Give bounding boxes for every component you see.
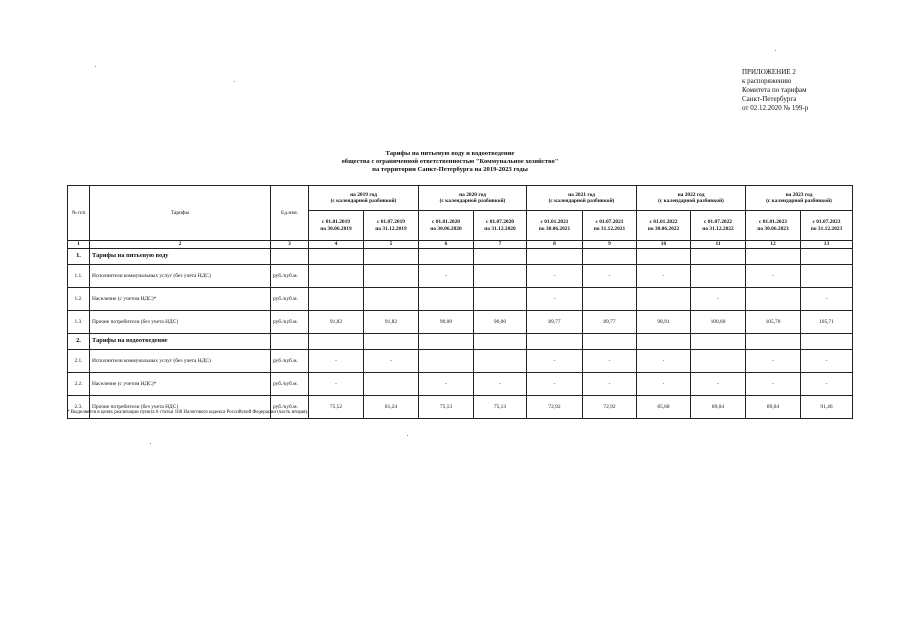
tariff-value bbox=[474, 265, 527, 288]
row-number: 2.2. bbox=[68, 373, 90, 396]
tariff-value bbox=[419, 350, 474, 373]
row-name: Прочие потребители (без учета НДС) bbox=[90, 396, 271, 419]
tariff-value: - bbox=[746, 265, 801, 288]
tariff-value: 89,04 bbox=[691, 396, 746, 419]
table-row bbox=[68, 396, 853, 419]
appendix-line: ПРИЛОЖЕНИЕ 2 bbox=[742, 68, 796, 76]
tariff-value: - bbox=[637, 265, 691, 288]
header-period bbox=[801, 211, 853, 241]
year-sublabel: (с календарной разбивкой) bbox=[548, 198, 615, 204]
year-label: на 2022 год bbox=[677, 191, 705, 198]
tariff-value bbox=[419, 288, 474, 311]
tariff-value: 91,46 bbox=[801, 396, 853, 419]
appendix-line: от 02.12.2020 № 199-р bbox=[742, 104, 809, 112]
tariff-value: - bbox=[583, 350, 637, 373]
tariff-value: - bbox=[419, 265, 474, 288]
row-unit: руб./куб.м. bbox=[271, 396, 309, 419]
empty-cell bbox=[527, 249, 583, 265]
empty-cell bbox=[801, 334, 853, 350]
year-label: на 2021 год bbox=[568, 191, 595, 198]
tariff-value: - bbox=[583, 265, 637, 288]
column-number: 6 bbox=[419, 241, 474, 249]
tariff-value: - bbox=[474, 373, 527, 396]
tariff-value: - bbox=[746, 373, 801, 396]
tariff-value: - bbox=[419, 373, 474, 396]
empty-cell bbox=[271, 334, 309, 350]
period-to: по 30.06.2021 bbox=[538, 225, 571, 232]
appendix-block bbox=[742, 68, 808, 113]
year-label: на 2020 год bbox=[459, 191, 486, 198]
empty-cell bbox=[801, 249, 853, 265]
column-number: 8 bbox=[527, 241, 583, 249]
period-from: с 01.01.2020 bbox=[432, 219, 460, 226]
period-to: по 31.12.2019 bbox=[375, 225, 407, 232]
header-period bbox=[309, 211, 364, 241]
tariff-value: 100,60 bbox=[691, 311, 746, 334]
scan-speck bbox=[775, 50, 776, 51]
header-period bbox=[746, 211, 801, 241]
empty-cell bbox=[309, 249, 364, 265]
period-from: с 01.07.2023 bbox=[812, 219, 841, 226]
tariff-value: 91,82 bbox=[309, 311, 364, 334]
period-to: по 30.06.2022 bbox=[647, 225, 680, 232]
tariff-value: 72,92 bbox=[527, 396, 583, 419]
header-row bbox=[68, 186, 853, 211]
tariff-value: - bbox=[583, 373, 637, 396]
tariff-value: - bbox=[801, 350, 853, 373]
column-numbers-row bbox=[68, 241, 853, 249]
tariff-value: 91,82 bbox=[364, 311, 419, 334]
header-period bbox=[419, 211, 474, 241]
period-from: с 01.01.2019 bbox=[322, 219, 350, 226]
tariff-value: - bbox=[801, 373, 853, 396]
column-number: 3 bbox=[271, 241, 309, 249]
tariff-value: - bbox=[691, 288, 746, 311]
row-name: Прочие потребители (без учета НДС) bbox=[90, 311, 271, 334]
row-unit: руб./куб.м. bbox=[271, 350, 309, 373]
table-row bbox=[68, 373, 853, 396]
period-from: с 01.01.2022 bbox=[649, 219, 678, 226]
header-year bbox=[746, 186, 853, 211]
empty-cell bbox=[271, 249, 309, 265]
section-row bbox=[68, 334, 853, 350]
empty-cell bbox=[527, 334, 583, 350]
column-number: 10 bbox=[637, 241, 691, 249]
tariff-value: - bbox=[309, 373, 364, 396]
tariff-value: 98,91 bbox=[637, 311, 691, 334]
year-label: на 2019 год bbox=[350, 191, 377, 198]
period-from: с 01.01.2023 bbox=[759, 219, 787, 226]
column-number: 11 bbox=[691, 241, 746, 249]
period-to: по 31.12.2020 bbox=[484, 225, 516, 232]
header-period bbox=[691, 211, 746, 241]
empty-cell bbox=[746, 249, 801, 265]
empty-cell bbox=[474, 249, 527, 265]
document-title bbox=[200, 150, 700, 174]
scan-speck bbox=[150, 443, 151, 444]
empty-cell bbox=[746, 334, 801, 350]
tariff-value: - bbox=[527, 265, 583, 288]
tariff-value bbox=[583, 288, 637, 311]
period-from: с 01.01.2021 bbox=[540, 219, 569, 226]
empty-cell bbox=[637, 334, 691, 350]
tariff-value: 85,68 bbox=[637, 396, 691, 419]
title-line: общества с ограниченной ответственностью "Коммунальное хозяйство" bbox=[341, 158, 559, 165]
empty-cell bbox=[364, 249, 419, 265]
tariff-value bbox=[364, 373, 419, 396]
year-sublabel: (с календарной разбивкой) bbox=[766, 198, 832, 204]
tariff-value: 105,70 bbox=[746, 311, 801, 334]
row-unit: руб./куб.м. bbox=[271, 265, 309, 288]
header-period bbox=[527, 211, 583, 241]
period-to: по 31.12.2021 bbox=[593, 225, 626, 232]
tariff-value bbox=[474, 350, 527, 373]
period-to: по 31.12.2023 bbox=[810, 225, 843, 232]
section-title: Тарифы на питьевую воду bbox=[90, 249, 271, 265]
appendix-line: Комитета по тарифам bbox=[742, 86, 807, 94]
header-period bbox=[583, 211, 637, 241]
column-number: 5 bbox=[364, 241, 419, 249]
tariff-value bbox=[746, 288, 801, 311]
header-unit: Ед.изм. bbox=[271, 186, 309, 241]
tariff-value: - bbox=[527, 350, 583, 373]
header-year bbox=[419, 186, 527, 211]
table-row bbox=[68, 288, 853, 311]
table-row bbox=[68, 311, 853, 334]
tariff-table bbox=[67, 185, 853, 419]
year-sublabel: (с календарной разбивкой) bbox=[439, 198, 506, 204]
tariff-value: 72,92 bbox=[583, 396, 637, 419]
tariff-value: 105,71 bbox=[801, 311, 853, 334]
tariff-value: 90,00 bbox=[474, 311, 527, 334]
tariff-value: 89,77 bbox=[583, 311, 637, 334]
footnote: * Выделяется в целях реализации пункта 6 статьи 168 Налогового кодекса Российской Федерации (часть вторая). bbox=[67, 410, 309, 415]
period-from: с 01.07.2021 bbox=[595, 219, 624, 226]
tariff-value bbox=[801, 265, 853, 288]
row-number: 1.3. bbox=[68, 311, 90, 334]
table-row bbox=[68, 350, 853, 373]
section-row bbox=[68, 249, 853, 265]
empty-cell bbox=[583, 249, 637, 265]
column-number: 2 bbox=[90, 241, 271, 249]
tariff-value: 75,52 bbox=[309, 396, 364, 419]
section-number: 1. bbox=[68, 249, 90, 265]
empty-cell bbox=[691, 334, 746, 350]
tariff-value: - bbox=[364, 350, 419, 373]
column-number: 13 bbox=[801, 241, 853, 249]
tariff-value: 81,24 bbox=[364, 396, 419, 419]
empty-cell bbox=[364, 334, 419, 350]
header-period bbox=[364, 211, 419, 241]
header-year bbox=[637, 186, 746, 211]
column-number: 9 bbox=[583, 241, 637, 249]
tariff-value: 75,13 bbox=[474, 396, 527, 419]
row-number: 1.2. bbox=[68, 288, 90, 311]
tariff-value: - bbox=[309, 350, 364, 373]
row-unit: руб./куб.м. bbox=[271, 311, 309, 334]
period-from: с 01.07.2022 bbox=[704, 219, 732, 226]
year-sublabel: (с календарной разбивкой) bbox=[658, 198, 724, 204]
header-period bbox=[474, 211, 527, 241]
row-name: Исполнители коммунальных услуг (без учета НДС) bbox=[90, 350, 271, 373]
title-line: на территории Санкт-Петербурга на 2019-2023 годы bbox=[372, 166, 528, 173]
appendix-line: к распоряжению bbox=[742, 77, 792, 85]
row-unit: руб./куб.м. bbox=[271, 288, 309, 311]
tariff-value: 75,13 bbox=[419, 396, 474, 419]
empty-cell bbox=[419, 249, 474, 265]
empty-cell bbox=[583, 334, 637, 350]
period-to: по 30.06.2019 bbox=[320, 225, 352, 232]
period-from: с 01.07.2020 bbox=[486, 219, 514, 226]
header-num: № п/п bbox=[68, 186, 90, 241]
tariff-value: - bbox=[637, 373, 691, 396]
header-tariff: Тарифы bbox=[90, 186, 271, 241]
empty-cell bbox=[691, 249, 746, 265]
section-title: Тарифы на водоотведение bbox=[90, 334, 271, 350]
empty-cell bbox=[309, 334, 364, 350]
tariff-value bbox=[474, 288, 527, 311]
row-name: Население (с учетом НДС)* bbox=[90, 288, 271, 311]
appendix-line: Санкт-Петербурга bbox=[742, 95, 797, 103]
tariff-value: 90,00 bbox=[419, 311, 474, 334]
row-unit: руб./куб.м. bbox=[271, 373, 309, 396]
scan-speck bbox=[407, 435, 408, 436]
row-number: 2.3. bbox=[68, 396, 90, 419]
tariff-value bbox=[309, 265, 364, 288]
period-to: по 30.06.2020 bbox=[430, 225, 462, 232]
empty-cell bbox=[474, 334, 527, 350]
column-number: 4 bbox=[309, 241, 364, 249]
row-number: 1.1. bbox=[68, 265, 90, 288]
year-label: на 2023 год bbox=[785, 191, 813, 198]
period-to: по 30.06.2023 bbox=[757, 225, 789, 232]
tariff-value: 89,77 bbox=[527, 311, 583, 334]
tariff-value: - bbox=[527, 373, 583, 396]
tariff-value: - bbox=[527, 288, 583, 311]
column-number: 1 bbox=[68, 241, 90, 249]
tariff-value: - bbox=[691, 373, 746, 396]
scan-speck bbox=[234, 81, 235, 82]
tariff-value bbox=[364, 265, 419, 288]
tariff-value bbox=[309, 288, 364, 311]
tariff-value: - bbox=[746, 350, 801, 373]
row-name: Исполнители коммунальных услуг (без учета НДС) bbox=[90, 265, 271, 288]
tariff-value bbox=[364, 288, 419, 311]
header-year bbox=[527, 186, 637, 211]
table-row bbox=[68, 265, 853, 288]
tariff-value: - bbox=[637, 350, 691, 373]
empty-cell bbox=[419, 334, 474, 350]
tariff-value bbox=[637, 288, 691, 311]
tariff-value bbox=[691, 265, 746, 288]
section-number: 2. bbox=[68, 334, 90, 350]
empty-cell bbox=[637, 249, 691, 265]
header-period bbox=[637, 211, 691, 241]
tariff-value: - bbox=[801, 288, 853, 311]
year-sublabel: (с календарной разбивкой) bbox=[330, 198, 397, 204]
tariff-value: 89,04 bbox=[746, 396, 801, 419]
scan-speck bbox=[95, 66, 96, 67]
row-number: 2.1. bbox=[68, 350, 90, 373]
row-name: Население (с учетом НДС)* bbox=[90, 373, 271, 396]
column-number: 7 bbox=[474, 241, 527, 249]
period-from: с 01.07.2019 bbox=[377, 219, 405, 226]
column-number: 12 bbox=[746, 241, 801, 249]
header-year bbox=[309, 186, 419, 211]
tariff-value bbox=[691, 350, 746, 373]
title-line: Тарифы на питьевую воду и водоотведение bbox=[385, 150, 515, 157]
period-to: по 31.12.2022 bbox=[702, 225, 734, 232]
